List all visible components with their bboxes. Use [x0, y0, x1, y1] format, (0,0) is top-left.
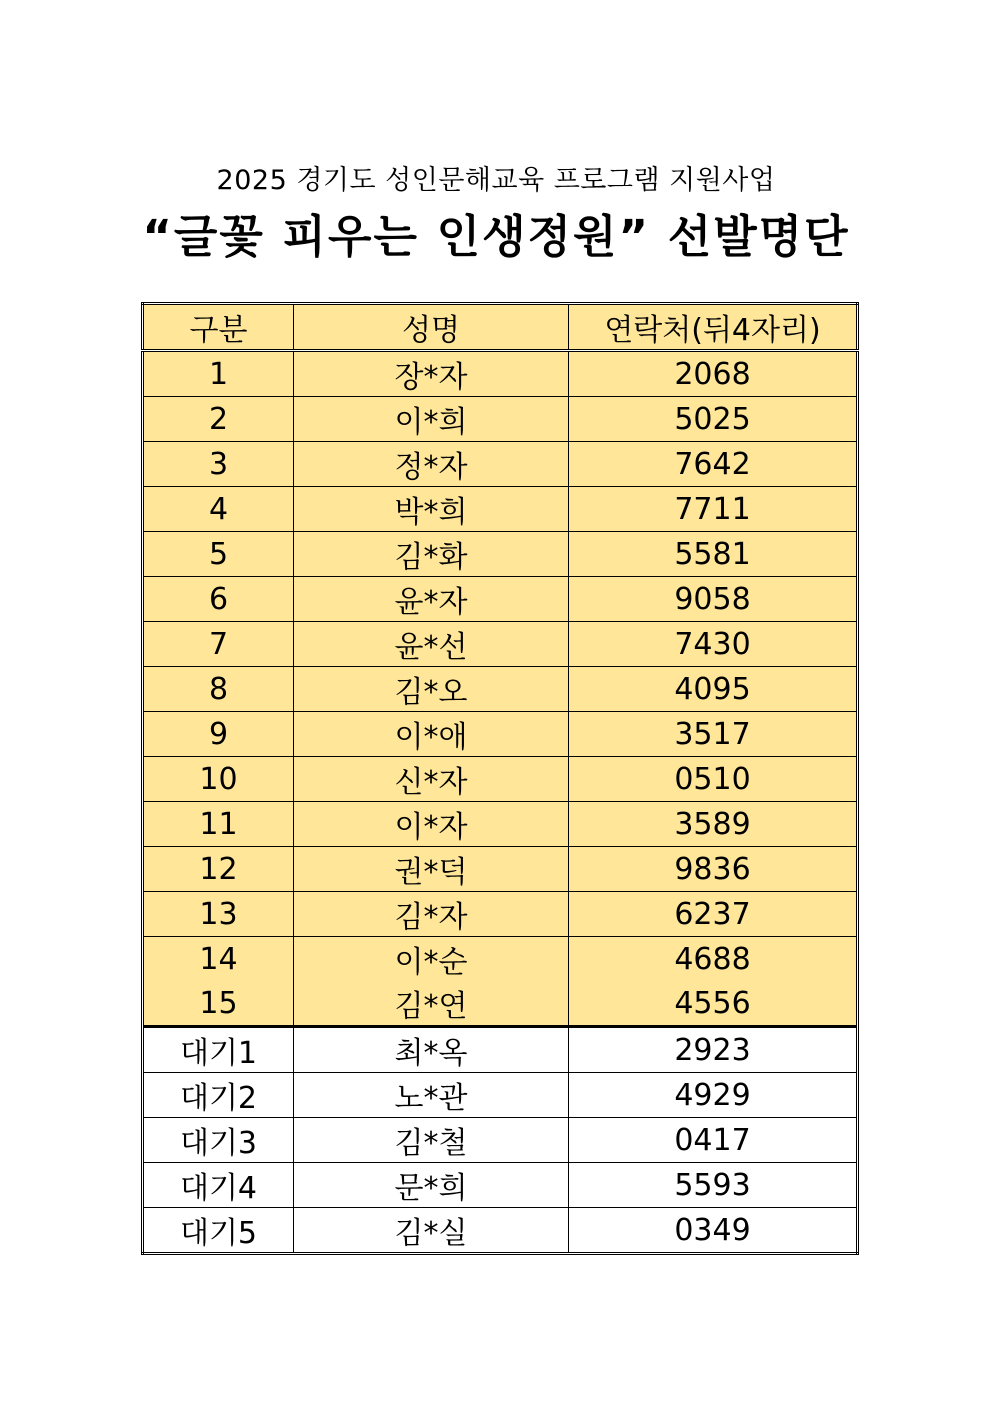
name-cell: 김*오	[294, 667, 569, 712]
phone-cell: 4929	[569, 1073, 858, 1118]
name-cell: 이*순	[294, 937, 569, 982]
document-subtitle: 2025 경기도 성인문해교육 프로그램 지원사업	[216, 165, 776, 196]
selected-row	[143, 892, 858, 937]
name-cell: 김*철	[294, 1118, 569, 1163]
phone-cell: 4688	[569, 937, 858, 982]
phone-cell: 9058	[569, 577, 858, 622]
selected-row	[143, 622, 858, 667]
row-number-cell: 7	[143, 622, 294, 667]
table-header	[143, 304, 858, 351]
row-number-cell: 13	[143, 892, 294, 937]
selected-row	[143, 802, 858, 847]
selected-row	[143, 577, 858, 622]
selected-row	[143, 847, 858, 892]
phone-cell: 2068	[569, 351, 858, 397]
row-number-cell: 12	[143, 847, 294, 892]
selected-row	[143, 667, 858, 712]
name-cell: 윤*자	[294, 577, 569, 622]
selected-row	[143, 532, 858, 577]
row-number-cell: 3	[143, 442, 294, 487]
name-cell: 김*실	[294, 1208, 569, 1254]
document-title: “글꽃 피우는 인생정원” 선발명단	[142, 210, 850, 263]
phone-cell: 5025	[569, 397, 858, 442]
row-number-cell: 14	[143, 937, 294, 982]
selected-row	[143, 397, 858, 442]
name-cell: 김*연	[294, 981, 569, 1027]
phone-cell: 0510	[569, 757, 858, 802]
row-number-cell: 대기5	[143, 1208, 294, 1254]
row-number-cell: 6	[143, 577, 294, 622]
phone-cell: 7430	[569, 622, 858, 667]
name-cell: 장*자	[294, 351, 569, 397]
name-cell: 김*화	[294, 532, 569, 577]
row-number-cell: 1	[143, 351, 294, 397]
name-cell: 이*희	[294, 397, 569, 442]
waiting-row	[143, 1027, 858, 1073]
row-number-cell: 2	[143, 397, 294, 442]
waiting-row	[143, 1118, 858, 1163]
phone-cell: 7711	[569, 487, 858, 532]
selected-row	[143, 442, 858, 487]
name-cell: 이*자	[294, 802, 569, 847]
phone-cell: 0417	[569, 1118, 858, 1163]
row-number-cell: 5	[143, 532, 294, 577]
phone-cell: 4095	[569, 667, 858, 712]
header-phone: 연락처(뒤4자리)	[569, 304, 858, 351]
phone-cell: 5581	[569, 532, 858, 577]
name-cell: 박*희	[294, 487, 569, 532]
name-cell: 노*관	[294, 1073, 569, 1118]
waiting-row	[143, 1163, 858, 1208]
row-number-cell: 대기4	[143, 1163, 294, 1208]
row-number-cell: 9	[143, 712, 294, 757]
phone-cell: 3589	[569, 802, 858, 847]
row-number-cell: 대기3	[143, 1118, 294, 1163]
selected-row	[143, 487, 858, 532]
name-cell: 권*덕	[294, 847, 569, 892]
phone-cell: 3517	[569, 712, 858, 757]
selected-row	[143, 981, 858, 1027]
selected-row	[143, 712, 858, 757]
row-number-cell: 8	[143, 667, 294, 712]
header-no: 구분	[143, 304, 294, 351]
name-cell: 신*자	[294, 757, 569, 802]
phone-cell: 7642	[569, 442, 858, 487]
selected-row	[143, 937, 858, 982]
name-cell: 이*애	[294, 712, 569, 757]
phone-cell: 4556	[569, 981, 858, 1027]
name-cell: 문*희	[294, 1163, 569, 1208]
name-cell: 정*자	[294, 442, 569, 487]
row-number-cell: 11	[143, 802, 294, 847]
selected-row	[143, 351, 858, 397]
phone-cell: 5593	[569, 1163, 858, 1208]
row-number-cell: 대기1	[143, 1027, 294, 1073]
phone-cell: 9836	[569, 847, 858, 892]
selected-list	[143, 351, 858, 1027]
phone-cell: 0349	[569, 1208, 858, 1254]
waiting-list	[143, 1027, 858, 1254]
name-cell: 김*자	[294, 892, 569, 937]
row-number-cell: 15	[143, 981, 294, 1027]
row-number-cell: 대기2	[143, 1073, 294, 1118]
row-number-cell: 10	[143, 757, 294, 802]
name-cell: 윤*선	[294, 622, 569, 667]
selection-roster-table	[141, 302, 859, 1255]
selected-row	[143, 757, 858, 802]
waiting-row	[143, 1208, 858, 1254]
name-cell: 최*옥	[294, 1027, 569, 1073]
phone-cell: 2923	[569, 1027, 858, 1073]
phone-cell: 6237	[569, 892, 858, 937]
header-name: 성명	[294, 304, 569, 351]
row-number-cell: 4	[143, 487, 294, 532]
waiting-row	[143, 1073, 858, 1118]
header-row	[143, 304, 858, 351]
